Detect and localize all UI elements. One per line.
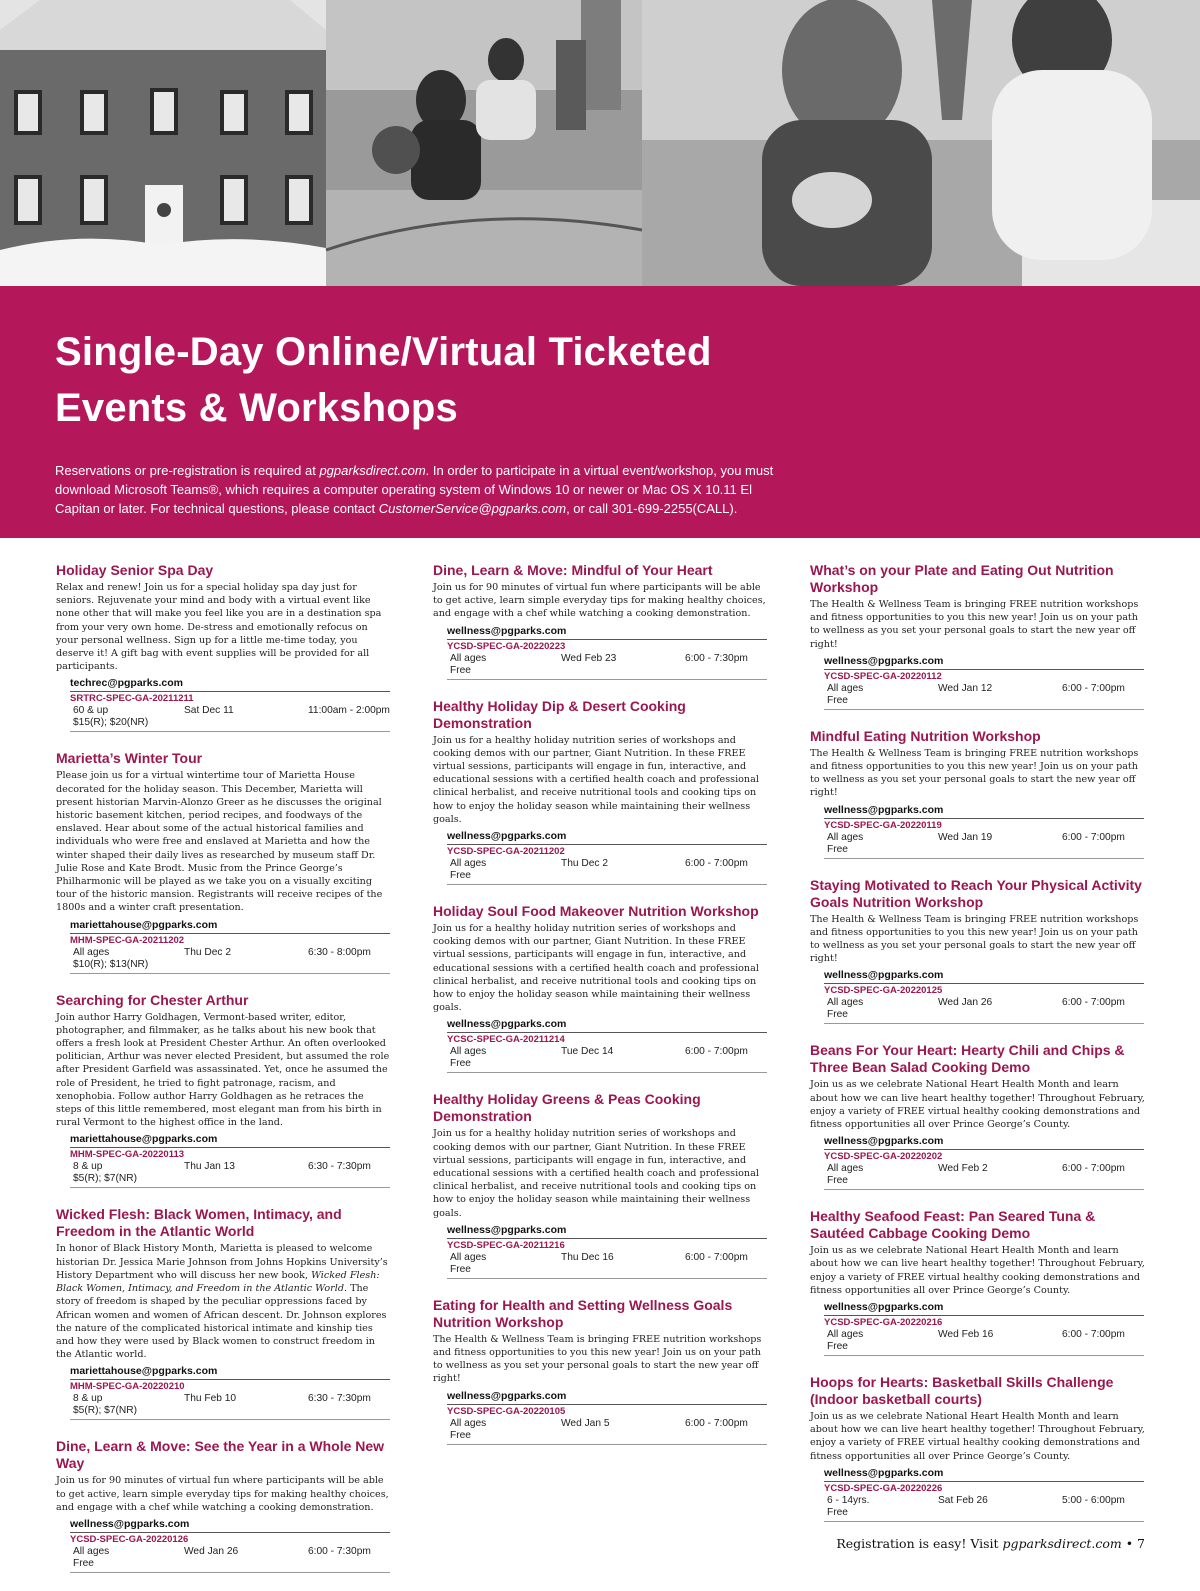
event-description: Join us for 90 minutes of virtual fun where participants will be able to get active, learn simple everyday tips for making healthy choices, and engage with a chef while watching a cooking demonstration. xyxy=(56,1475,389,1513)
event-title: Holiday Soul Food Makeover Nutrition Workshop xyxy=(433,903,759,920)
event-time: 5:00 - 6:00pm xyxy=(1062,1494,1125,1506)
event-email[interactable]: wellness@pgparks.com xyxy=(824,968,1144,984)
event-description: The Health & Wellness Team is bringing FREE nutrition workshops and fitness opportunities to you this new year! Join us on your path to wellness as you set your personal goals to start the new year off right! xyxy=(810,747,1139,799)
event-details xyxy=(70,705,390,717)
event-code: YCSC-SPEC-GA-20211214 xyxy=(447,1034,565,1046)
event-code: YCSD-SPEC-GA-20211202 xyxy=(447,846,565,858)
event-details xyxy=(824,683,1144,695)
event-fee: Free xyxy=(824,1507,1144,1522)
event-date: Wed Jan 19 xyxy=(938,831,993,843)
event-card xyxy=(433,903,769,1073)
title-line-2: Events & Workshops xyxy=(55,386,458,430)
registration-info xyxy=(824,1466,1144,1522)
event-details xyxy=(824,997,1144,1009)
event-details xyxy=(447,1418,767,1430)
event-date: Wed Feb 23 xyxy=(561,652,617,664)
event-email[interactable]: wellness@pgparks.com xyxy=(824,1466,1144,1482)
event-age: All ages xyxy=(450,1417,487,1429)
event-details xyxy=(447,1046,767,1058)
event-code: MHM-SPEC-GA-20211202 xyxy=(70,934,185,946)
registration-info xyxy=(70,1517,390,1573)
event-code: YCSD-SPEC-GA-20220119 xyxy=(824,819,942,831)
event-age: All ages xyxy=(450,652,487,664)
intro-part: Reservations or pre-registration is required at xyxy=(55,463,320,478)
event-email[interactable]: wellness@pgparks.com xyxy=(70,1517,390,1533)
event-time: 6:00 - 7:00pm xyxy=(685,1046,748,1058)
event-email[interactable]: wellness@pgparks.com xyxy=(824,654,1144,670)
event-title: Hoops for Hearts: Basketball Skills Challenge (Indoor basketball courts) xyxy=(810,1374,1114,1408)
event-fee: Free xyxy=(447,1058,767,1073)
event-description: Join author Harry Goldhagen, Vermont-based writer, editor, photographer, and filmmaker, as he talks about his new book that offers a fresh look at President Chester Arthur. An often overlooked politician, Arthur was never elected President, but assumed the role after President Garfield was assassinated. Yet, once he assumed the role of President, he tried to fight patronage, racism, and xenophobia. Follow author Harry Goldhagen as he retraces the steps of this little remembered, most elegant man from his birth in rural Vermont to the highest office in the land. xyxy=(56,1011,390,1129)
event-time: 6:30 - 7:30pm xyxy=(308,1393,371,1405)
registration-info xyxy=(70,1364,390,1420)
event-age: All ages xyxy=(73,1545,110,1557)
event-time: 6:30 - 7:30pm xyxy=(308,1161,371,1173)
event-details xyxy=(70,1161,390,1173)
pgparksdirect-link[interactable]: pgparksdirect.com xyxy=(319,463,426,478)
event-date: Thu Feb 10 xyxy=(184,1393,237,1405)
event-title: Dine, Learn & Move: Mindful of Your Heart xyxy=(433,562,713,578)
event-fee: Free xyxy=(447,1264,767,1279)
page-number: • 7 xyxy=(1121,1536,1145,1551)
registration-info xyxy=(447,1389,767,1445)
event-time: 6:00 - 7:00pm xyxy=(1062,997,1125,1009)
event-fee: Free xyxy=(447,1430,767,1445)
footer-lead: Registration is easy! xyxy=(836,1536,967,1551)
event-age: All ages xyxy=(827,1329,864,1341)
event-code: SRTRC-SPEC-GA-20211211 xyxy=(70,693,194,705)
event-email[interactable]: wellness@pgparks.com xyxy=(824,1134,1144,1150)
event-date: Wed Jan 26 xyxy=(184,1545,239,1557)
event-time: 6:00 - 7:00pm xyxy=(685,1251,748,1263)
event-card xyxy=(810,1208,1146,1356)
event-description: Join us for a healthy holiday nutrition series of workshops and cooking demos with our partner, Giant Nutrition. In these FREE virtual sessions, participants will engage in fun, interactive, and educational sessions with a certified health coach and professional clinical herbalist, and receive nutritional tools and cooking tips on how to enjoy the holiday season while maintaining their wellness goals. xyxy=(433,923,759,1014)
cooking-kids-photo xyxy=(642,0,1200,286)
event-date: Wed Jan 12 xyxy=(938,682,993,694)
page-header xyxy=(0,286,1200,538)
event-email[interactable]: wellness@pgparks.com xyxy=(447,1017,767,1033)
event-fee: Free xyxy=(824,1175,1144,1190)
event-fee: $15(R); $20(NR) xyxy=(70,717,390,732)
event-time: 6:00 - 7:30pm xyxy=(685,652,748,664)
event-description: Please join us for a virtual wintertime tour of Marietta House decorated for the holiday season. This December, Marietta will present historian Marvin-Alonzo Greer as he discusses the original historic basement kitchen, period recipes, and foodways of the enslaved. Hear about some of the actual historical families and individuals who were free and enslaved at Marietta and how the winter shaped their daily lives as researched by museum staff Dr. Julie Rose and Kate Brodt. Music from the Prince George’s Philharmonic will be played as we take you on a visually exciting tour of the historic mansion. Registrants will receive recipes of the 1800s and a winter craft presentation. xyxy=(56,770,383,914)
event-code: YCSD-SPEC-GA-20220112 xyxy=(824,670,942,682)
event-date: Wed Feb 16 xyxy=(938,1329,994,1341)
event-description: The Health & Wellness Team is bringing FREE nutrition workshops and fitness opportunities to you this new year! Join us on your path to wellness as you set your personal goals to start the new year off right! xyxy=(810,913,1139,965)
event-fee: Free xyxy=(824,1341,1144,1356)
event-fee: Free xyxy=(447,870,767,885)
event-code: YCSD-SPEC-GA-20220223 xyxy=(447,640,566,652)
event-email[interactable]: wellness@pgparks.com xyxy=(447,829,767,845)
event-email[interactable]: wellness@pgparks.com xyxy=(447,1389,767,1405)
event-description xyxy=(56,1242,392,1361)
event-time: 6:00 - 7:00pm xyxy=(1062,1329,1125,1341)
event-card xyxy=(56,750,392,973)
event-description: Join us for a healthy holiday nutrition series of workshops and cooking demos with our partner, Giant Nutrition. In these FREE virtual sessions, participants will engage in fun, interactive, and educational sessions with a certified health coach and professional clinical herbalist, and receive nutritional tools and cooking tips on how to enjoy the holiday season while maintaining their wellness goals. xyxy=(433,734,759,825)
event-title: Searching for Chester Arthur xyxy=(56,991,249,1008)
events-column-3 xyxy=(810,562,1146,1540)
photo-banner xyxy=(0,0,1200,286)
event-description: Join us as we celebrate National Heart Health Month and learn about how we can live heart healthy together! Throughout February, enjoy a variety of FREE virtual healthy cooking demonstrations and fitness opportunities all over Prince George’s County. xyxy=(810,1411,1145,1462)
event-card xyxy=(433,698,769,885)
event-title: Healthy Holiday Dip & Desert Cooking Demonstration xyxy=(433,697,686,731)
event-title: Healthy Seafood Feast: Pan Seared Tuna & Sautéed Cabbage Cooking Demo xyxy=(810,1208,1096,1242)
registration-info xyxy=(447,1017,767,1073)
event-time: 6:30 - 8:00pm xyxy=(308,946,371,958)
event-time: 6:00 - 7:00pm xyxy=(1062,1163,1125,1175)
event-age: All ages xyxy=(450,1046,487,1058)
event-time: 6:00 - 7:00pm xyxy=(685,858,748,870)
event-fee: $5(R); $7(NR) xyxy=(70,1405,390,1420)
event-fee: $10(R); $13(NR) xyxy=(70,959,390,974)
event-date: Wed Feb 2 xyxy=(938,1163,988,1175)
event-age: 6 - 14yrs. xyxy=(827,1494,870,1506)
event-details xyxy=(824,1329,1144,1341)
event-title: Eating for Health and Setting Wellness Goals Nutrition Workshop xyxy=(433,1296,733,1330)
intro-part: . In order to participate in a virtual event/workshop, you must download Microsoft Teams®, which requires a computer operating system of Windows 10 or newer or Mac OS X 10.11 El Capitan or later. For technical questions, please contact xyxy=(55,463,774,516)
event-title: Marietta’s Winter Tour xyxy=(56,750,203,767)
book-title: Wicked Flesh: Black Women, Intimacy, and Freedom in the Atlantic World. xyxy=(56,1269,380,1295)
event-details xyxy=(824,832,1144,844)
page-footer xyxy=(760,1536,1145,1551)
event-card xyxy=(56,992,392,1189)
event-age: All ages xyxy=(827,682,864,694)
event-age: All ages xyxy=(450,1251,487,1263)
event-code: YCSD-SPEC-GA-20220125 xyxy=(824,985,943,997)
event-email[interactable]: mariettahouse@pgparks.com xyxy=(70,1364,390,1380)
event-title: What’s on your Plate and Eating Out Nutrition Workshop xyxy=(810,562,1114,595)
event-age: 60 & up xyxy=(73,705,109,717)
registration-info xyxy=(824,1134,1144,1190)
event-details xyxy=(447,1252,767,1264)
intro-part: , or call 301-699-2255(CALL). xyxy=(566,501,738,516)
event-age: All ages xyxy=(73,946,110,958)
event-time: 6:00 - 7:00pm xyxy=(1062,831,1125,843)
event-card xyxy=(433,1297,769,1445)
event-date: Sat Dec 11 xyxy=(184,705,234,717)
event-code: YCSD-SPEC-GA-20220226 xyxy=(824,1482,943,1494)
event-description: The Health & Wellness Team is bringing FREE nutrition workshops and fitness opportunities to you this new year! Join us on your path to wellness as you set your personal goals to start the new year off right! xyxy=(810,599,1139,650)
event-card xyxy=(810,1042,1146,1190)
event-title: Wicked Flesh: Black Women, Intimacy, and Freedom in the Atlantic World xyxy=(56,1206,342,1240)
event-email[interactable]: wellness@pgparks.com xyxy=(824,1300,1144,1316)
event-time: 11:00am - 2:00pm xyxy=(308,705,390,717)
event-card xyxy=(56,1206,392,1420)
basketball-photo xyxy=(326,0,642,286)
event-date: Wed Jan 26 xyxy=(938,997,993,1009)
event-title: Holiday Senior Spa Day xyxy=(56,562,214,578)
event-details xyxy=(447,858,767,870)
event-code: YCSD-SPEC-GA-20220202 xyxy=(824,1151,943,1163)
event-title: Beans For Your Heart: Hearty Chili and Chips & Three Bean Salad Cooking Demo xyxy=(810,1042,1125,1076)
event-age: 8 & up xyxy=(73,1393,103,1405)
registration-info xyxy=(824,803,1144,859)
event-code: YCSD-SPEC-GA-20211216 xyxy=(447,1239,565,1251)
desc-part: In honor of Black History Month, Marietta is pleased to welcome historian Dr. Jessica Marie Johnson from Johns Hopkins University’s History Department who will discuss her new book, xyxy=(56,1243,388,1281)
event-date: Tue Dec 14 xyxy=(561,1046,614,1058)
event-fee: Free xyxy=(824,844,1144,859)
event-details xyxy=(70,1546,390,1558)
registration-info xyxy=(824,968,1144,1024)
event-age: All ages xyxy=(827,831,864,843)
event-email[interactable]: wellness@pgparks.com xyxy=(447,624,767,640)
event-code: YCSD-SPEC-GA-20220216 xyxy=(824,1317,943,1329)
historic-house-photo xyxy=(0,0,326,286)
title-line-1: Single-Day Online/Virtual Ticketed xyxy=(55,330,712,374)
registration-info xyxy=(824,654,1144,710)
registration-info xyxy=(447,1223,767,1279)
desc-part: The story of freedom is shaped by the peculiar oppressions faced by African women and women of African descent. Dr. Johnson explores the nature of the complicated historical intimate and kinship ties and how they were used by Black women to construct freedom in the Atlantic world. xyxy=(56,1283,387,1361)
event-age: All ages xyxy=(827,997,864,1009)
events-column-1 xyxy=(56,562,392,1591)
event-age: All ages xyxy=(450,858,487,870)
event-time: 6:00 - 7:30pm xyxy=(308,1545,371,1557)
event-title: Healthy Holiday Greens & Peas Cooking Demonstration xyxy=(433,1091,701,1125)
event-title: Staying Motivated to Reach Your Physical Activity Goals Nutrition Workshop xyxy=(810,876,1142,910)
event-email[interactable]: mariettahouse@pgparks.com xyxy=(70,918,390,934)
event-time: 6:00 - 7:00pm xyxy=(1062,682,1125,694)
event-description: Relax and renew! Join us for a special holiday spa day just for seniors. Rejuvenate your mind and body with a virtual event like none other that will make you feel like you are in a destination spa from your very own home. De-stress and emotionally refocus on your personal wellness. Sign up for a little me-time today, you deserve it! A gift bag with event supplies will be provided for all participants. xyxy=(56,582,382,673)
event-title: Dine, Learn & Move: See the Year in a Whole New Way xyxy=(56,1438,385,1472)
customer-service-email-link[interactable]: CustomerService@pgparks.com xyxy=(378,501,567,516)
event-email[interactable]: mariettahouse@pgparks.com xyxy=(70,1132,390,1148)
registration-info xyxy=(824,1300,1144,1356)
intro-text xyxy=(55,461,785,518)
event-code: YCSD-SPEC-GA-20220105 xyxy=(447,1405,566,1417)
events-column-2 xyxy=(433,562,769,1463)
event-fee: Free xyxy=(824,1009,1144,1024)
event-description: Join us for a healthy holiday nutrition series of workshops and cooking demos with our partner, Giant Nutrition. In these FREE virtual sessions, participants will engage in fun, interactive, and educational sessions with a certified health coach and professional clinical herbalist, and receive nutritional tools and cooking tips on how to enjoy the holiday season while maintaining their wellness goals. xyxy=(433,1128,759,1219)
registration-info xyxy=(70,676,390,732)
footer-url-link[interactable]: pgparksdirect.com xyxy=(1002,1536,1122,1551)
event-date: Thu Dec 2 xyxy=(561,858,608,870)
event-date: Thu Dec 2 xyxy=(184,946,231,958)
event-fee: Free xyxy=(824,695,1144,710)
event-card xyxy=(810,877,1146,1025)
event-description: Join us as we celebrate National Heart Health Month and learn about how we can live heart healthy together! Throughout February, enjoy a variety of FREE virtual healthy cooking demonstrations and fitness opportunities all over Prince George’s County. xyxy=(810,1079,1145,1131)
page-title xyxy=(55,324,955,436)
event-code: MHM-SPEC-GA-20220210 xyxy=(70,1381,185,1393)
event-time: 6:00 - 7:00pm xyxy=(685,1417,748,1429)
event-fee: Free xyxy=(447,665,767,680)
event-age: 8 & up xyxy=(73,1161,103,1173)
event-details xyxy=(824,1163,1144,1175)
event-description: The Health & Wellness Team is bringing FREE nutrition workshops and fitness opportunities to you this new year! Join us on your path to wellness as you set your personal goals to start the new year off right! xyxy=(433,1333,762,1385)
event-title: Mindful Eating Nutrition Workshop xyxy=(810,727,1041,744)
event-email[interactable]: techrec@pgparks.com xyxy=(70,676,390,692)
event-date: Thu Dec 16 xyxy=(561,1251,614,1263)
registration-info xyxy=(447,624,767,680)
registration-info xyxy=(447,829,767,885)
event-card xyxy=(810,728,1146,859)
event-date: Sat Feb 26 xyxy=(938,1494,988,1506)
event-details xyxy=(70,947,390,959)
event-card xyxy=(433,562,769,680)
footer-visit: Visit xyxy=(966,1536,1003,1551)
event-details xyxy=(824,1495,1144,1507)
event-email[interactable]: wellness@pgparks.com xyxy=(824,803,1144,819)
event-code: YCSD-SPEC-GA-20220126 xyxy=(70,1533,189,1545)
event-description: Join us for 90 minutes of virtual fun where participants will be able to get active, learn simple everyday tips for making healthy choices, and engage with a chef while watching a cooking demonstration. xyxy=(433,582,766,620)
event-date: Wed Jan 5 xyxy=(561,1417,610,1429)
event-card xyxy=(810,562,1146,710)
event-code: MHM-SPEC-GA-20220113 xyxy=(70,1149,185,1161)
registration-info xyxy=(70,1132,390,1188)
event-details xyxy=(70,1393,390,1405)
event-card xyxy=(56,1438,392,1573)
event-card xyxy=(56,562,392,732)
event-date: Thu Jan 13 xyxy=(184,1161,235,1173)
event-age: All ages xyxy=(827,1163,864,1175)
registration-info xyxy=(70,918,390,974)
event-details xyxy=(447,653,767,665)
event-fee: Free xyxy=(70,1558,390,1573)
event-fee: $5(R); $7(NR) xyxy=(70,1173,390,1188)
event-description: Join us as we celebrate National Heart Health Month and learn about how we can live heart healthy together! Throughout February, enjoy a variety of FREE virtual healthy cooking demonstrations and fitness opportunities all over Prince George’s County. xyxy=(810,1245,1145,1296)
event-card xyxy=(433,1091,769,1278)
event-card xyxy=(810,1374,1146,1522)
event-email[interactable]: wellness@pgparks.com xyxy=(447,1223,767,1239)
